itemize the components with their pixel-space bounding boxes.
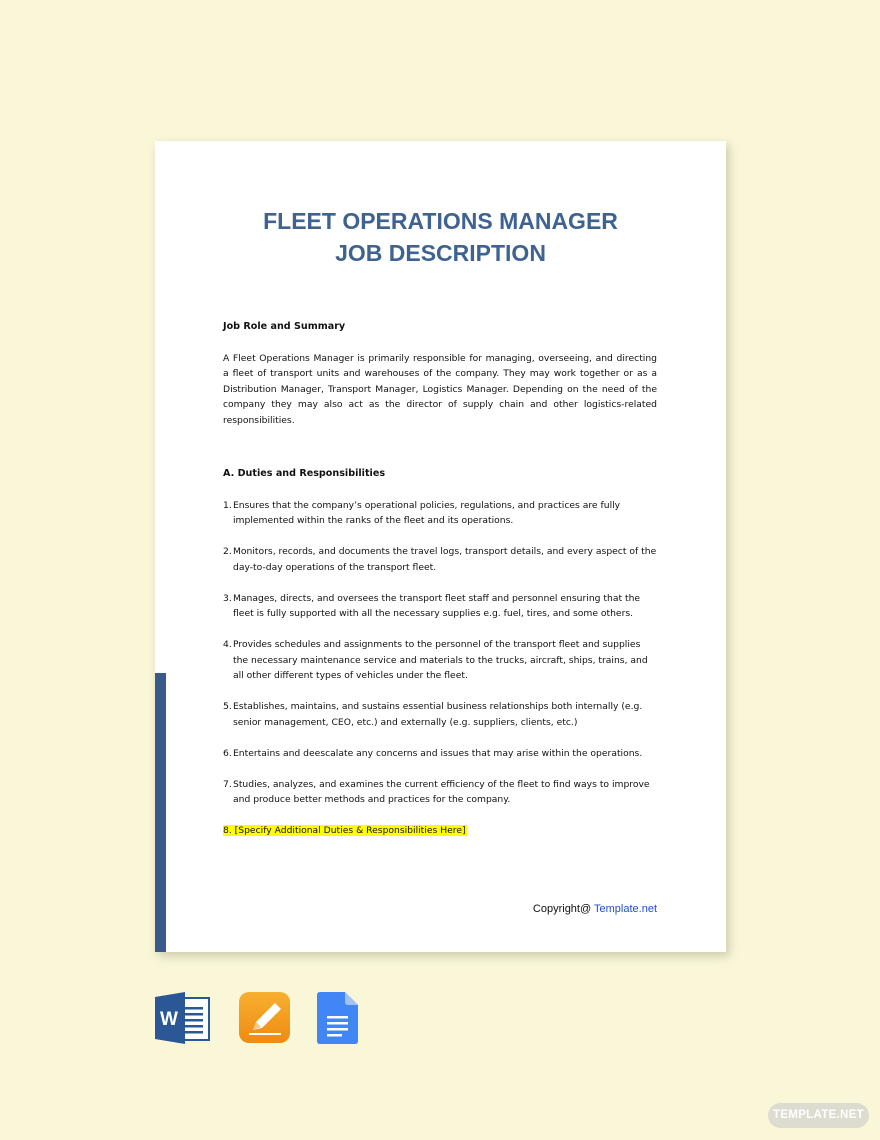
copyright-notice [533,903,657,915]
duty-item [223,637,657,684]
title-line-2: JOB DESCRIPTION [335,240,546,266]
duty-text: Monitors, records, and documents the travel logs, transport details, and every aspect of the day-to-day operations of the transport fleet. [233,546,657,573]
duty-number: 1. [223,499,232,511]
duty-item [223,746,657,762]
copyright-link[interactable]: Template.net [594,903,657,915]
title-line-1: FLEET OPERATIONS MANAGER [263,208,618,234]
duty-number: 3. [223,592,232,604]
duties-heading: A. Duties and Responsibilities [223,468,386,479]
word-icon[interactable] [155,992,211,1044]
duty-number: 5. [223,701,232,712]
pages-icon[interactable] [239,992,291,1044]
duty-item [223,699,657,730]
duty-text: Entertains and deescalate any concerns and issues that may arise within the operations. [233,747,643,759]
duty-number: 6. [223,747,232,759]
google-docs-icon[interactable] [317,992,359,1044]
duty-text: Provides schedules and assignments to the personnel of the transport fleet and supplies the necessary maintenance service and materials to the trucks, aircraft, ships, trains, and all other different types of vehicles under the fleet. [233,639,648,681]
accent-bar [155,673,166,952]
duty-item [223,777,657,808]
duty-item [223,591,657,622]
template-net-watermark: TEMPLATE.NET [768,1103,869,1128]
duty-number: 2. [223,546,232,557]
duty-text: Ensures that the company’s operational policies, regulations, and practices are fully implemented within the ranks of the fleet and its operations. [233,499,621,526]
summary-paragraph: A Fleet Operations Manager is primarily responsible for managing, overseeing, and directing a fleet of transport units and warehouses of the company. They may work together or as a Distribution Manager, Transport Manager, Logistics Manager. Depending on the need of the company they may also act as the director of supply chain and other logistics-related responsibilities. [223,352,657,426]
copyright-label: Copyright@ [532,903,595,915]
duty-item [223,498,657,529]
highlighted-placeholder-text: 8. [Specify Additional Duties & Responsibilities Here] [223,825,466,836]
duties-list [223,498,657,808]
document-page [155,141,726,952]
duty-text: Establishes, maintains, and sustains essential business relationships both internally (e.g. senior management, CEO, etc.) and externally (e.g. suppliers, clients, etc.) [233,701,643,728]
word-icon-letter: W [160,1009,178,1030]
duty-number: 7. [223,778,232,790]
duty-item [223,544,657,575]
additional-duty-placeholder [223,823,657,839]
document-title [155,205,726,269]
document-body [223,319,657,839]
duty-text: Manages, directs, and oversees the transport fleet staff and personnel ensuring that the fleet is fully supported with all the necessary supplies e.g. fuel, tires, and some others. [233,592,641,619]
duty-number: 4. [223,639,232,650]
duty-text: Studies, analyzes, and examines the current efficiency of the fleet to find ways to improve and produce better methods and practices for the company. [233,778,650,805]
summary-heading: Job Role and Summary [223,321,346,332]
